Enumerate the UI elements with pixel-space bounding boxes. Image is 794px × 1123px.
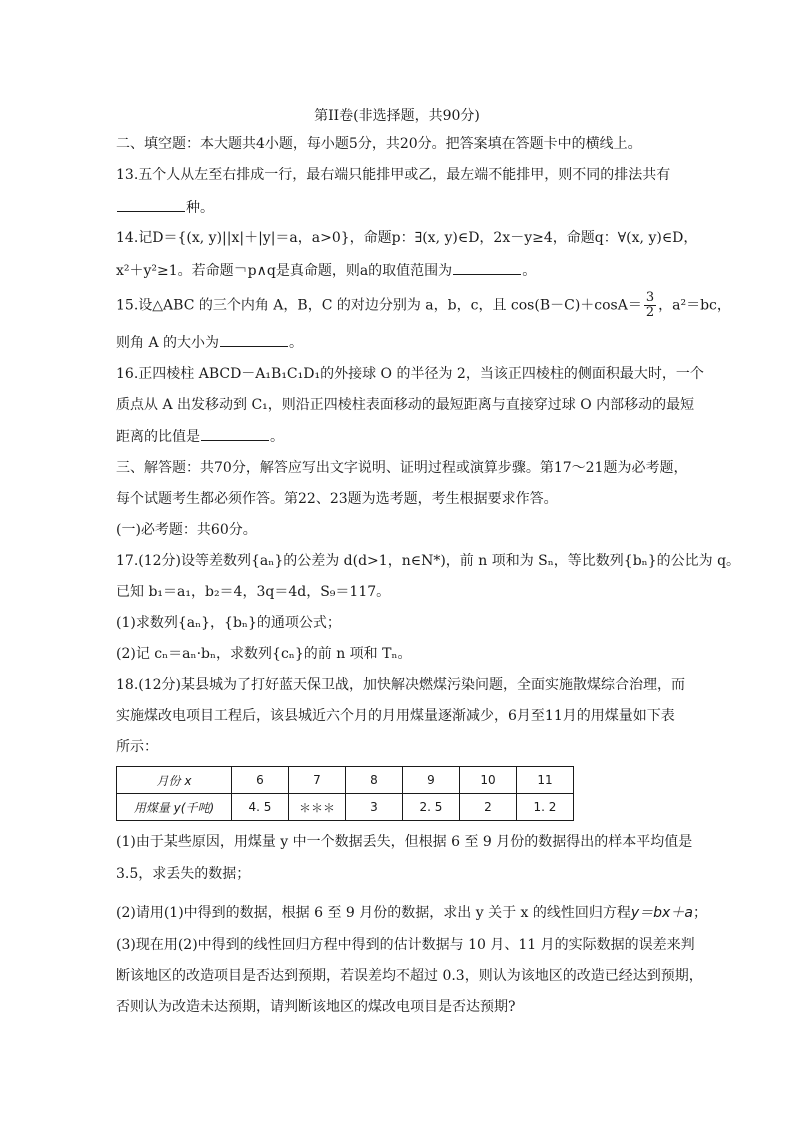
q18-p2: (2)请用(1)中得到的数据，根据 6 至 9 月份的数据，求出 y 关于 x 的线性回归方程y＝bx＋a；: [116, 905, 707, 921]
table-cell: 3: [346, 794, 403, 821]
q18-p1-line1: (1)由于某些原因，用煤量 y 中一个数据丢失，但根据 6 至 9 月份的数据得出的样本平均值是: [116, 834, 693, 850]
q13-line1: 13.五个人从左至右排成一行，最右端只能排甲或乙，最左端不能排甲，则不同的排法共有: [116, 167, 671, 183]
table-cell: 11: [517, 767, 574, 794]
table-cell: 1. 2: [517, 794, 574, 821]
q17-line2: 已知 b₁＝a₁，b₂＝4，3q＝4d，S₉＝117。: [116, 584, 391, 600]
q17-line1: 17.(12分)设等差数列{aₙ}的公差为 d(d>1，n∈N*)，前 n 项和为 Sₙ，等比数列{bₙ}的公比为 q。: [116, 553, 741, 569]
q15-line2: 则角 A 的大小为 。: [116, 332, 303, 353]
table-header-month: 月份 x: [117, 767, 232, 794]
q18-p3-line1: (3)现在用(2)中得到的线性回归方程中得到的估计数据与 10 月、11 月的实际数据的误差来判: [116, 937, 695, 953]
q18-line2: 实施煤改电项目工程后，该县城近六个月的月用煤量逐渐减少，6月至11月的用煤量如下表: [116, 708, 675, 724]
section-title: 第II卷(非选择题，共90分): [314, 108, 480, 124]
table-cell: 2. 5: [403, 794, 460, 821]
answer-header-line1: 三、解答题：共70分，解答应写出文字说明、证明过程或演算步骤。第17～21题为必考题，: [116, 460, 688, 476]
q16-line2: 质点从 A 出发移动到 C₁，则沿正四棱柱表面移动的最短距离与直接穿过球 O 内部移动的最短: [116, 397, 695, 413]
q13-answer-blank[interactable]: [117, 197, 185, 212]
q16-line1: 16.正四棱柱 ABCD－A₁B₁C₁D₁的外接球 O 的半径为 2，当该正四棱柱的侧面积最大时，一个: [116, 366, 704, 382]
q18-p1-line2: 3.5，求丢失的数据；: [116, 866, 251, 882]
table-row-usage: [117, 794, 574, 821]
coal-usage-table: [116, 766, 574, 821]
fill-in-header: 二、填空题：本大题共4小题，每小题5分，共20分。把答案填在答题卡中的横线上。: [116, 136, 642, 152]
q14-answer-blank[interactable]: [453, 260, 521, 275]
q18-line1: 18.(12分)某县城为了打好蓝天保卫战，加快解决燃煤污染问题，全面实施散煤综合治理，而: [116, 677, 686, 693]
required-header: (一)必考题：共60分。: [116, 522, 257, 538]
table-cell: 8: [346, 767, 403, 794]
q14-line2: x²＋y²≥1。若命题￢p∧q是真命题，则a的取值范围为 。: [116, 260, 536, 281]
table-cell: 2: [460, 794, 517, 821]
q18-line3: 所示：: [116, 739, 158, 755]
q18-p3-line2: 断该地区的改造项目是否达到预期，若误差均不超过 0.3，则认为该地区的改造已经达到预期，: [116, 968, 703, 984]
q18-p3-line3: 否则认为改造未达预期，请判断该地区的煤改电项目是否达预期?: [116, 999, 516, 1015]
regression-equation: y＝bx＋a: [630, 905, 693, 921]
q17-part1: (1)求数列{aₙ}，{bₙ}的通项公式；: [116, 615, 341, 631]
q13-line2: 种。: [116, 197, 214, 218]
q15-answer-blank[interactable]: [220, 332, 288, 347]
table-cell: 9: [403, 767, 460, 794]
q16-line3: 距离的比值是 。: [116, 426, 284, 447]
table-cell: 7: [289, 767, 346, 794]
table-cell: 10: [460, 767, 517, 794]
table-row-months: [117, 767, 574, 794]
q16-answer-blank[interactable]: [201, 426, 269, 441]
table-cell: 6: [232, 767, 289, 794]
q14-line1: 14.记D＝{(x, y)||x|＋|y|＝a，a>0}，命题p：∃(x, y)∈D，2x－y≥4，命题q：∀(x, y)∈D，: [116, 230, 698, 246]
table-header-usage: 用煤量 y(千吨): [117, 794, 232, 821]
table-cell: ＊＊＊: [289, 794, 346, 821]
fraction-three-halves: $\frac{3}{2}$: [645, 290, 655, 320]
q17-part2: (2)记 cₙ＝aₙ·bₙ，求数列{cₙ}的前 n 项和 Tₙ。: [116, 646, 412, 662]
table-cell: 4. 5: [232, 794, 289, 821]
q15-line1: 15.设△ABC 的三个内角 A，B，C 的对边分别为 a，b，c，且 cos(B－C)＋cosA＝ $\frac{3}{2}$ ，a²＝bc，: [116, 290, 731, 320]
answer-header-line2: 每个试题考生都必须作答。第22、23题为选考题，考生根据要求作答。: [116, 491, 558, 507]
